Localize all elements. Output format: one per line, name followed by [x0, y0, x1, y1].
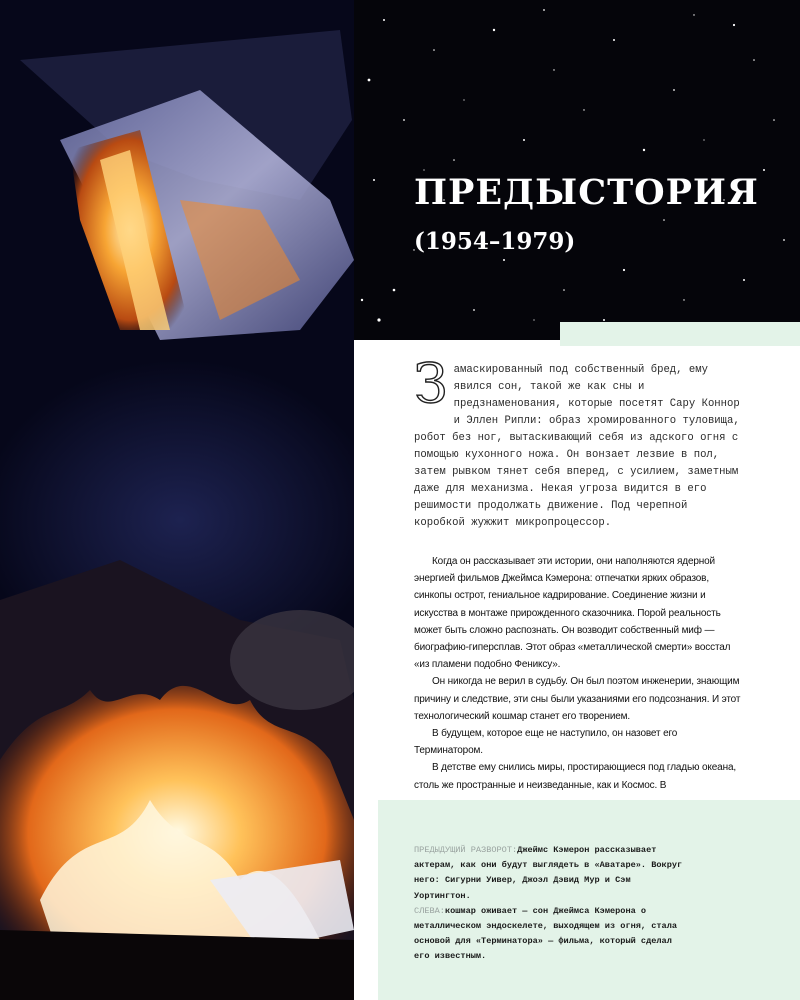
body-paragraph: Когда он рассказывает эти истории, они наполняются ядерной энергией фильмов Джеймса Кэмерона: отпечатки ярких образов, синкопы острот, гениальное кадрирование. Соединение жизни и искусства в монтаже прирожденного сказочника. Порой реальность может быть сложно распознать. Он возводит собственный миф — биографию-гиперсплав. Этот образ «металлической смерти» восстал «из пламени подобно Фениксу». [414, 556, 731, 671]
body-paragraph: В детстве ему снились миры, простирающиеся под гладью океана, столь же пространные и неизведанные, как и Космос. В [414, 762, 737, 791]
caption-text: Джеймс Кэмерон рассказывает актерам, как они будут выглядеть в «Аватаре». Вокруг него: Сигурни Уивер, Джоэл Дэвид Мур и Сэм Уортингтон. [414, 845, 683, 901]
mint-strip-top [560, 322, 800, 346]
caption-text: кошмар оживает — сон Джеймса Кэмерона о металлическом эндоскелете, выходящем из огня, стала основой для «Терминатора» — фильма, который сделал его известным. [414, 905, 678, 962]
caption-label: СЛЕВА: [414, 905, 445, 916]
caption-label: ПРЕДЫДУЩИЙ РАЗВОРОТ: [414, 845, 518, 855]
page-subtitle-years: (1954–1979) [414, 228, 576, 255]
caption-previous-spread [414, 843, 686, 904]
body-paragraph: Он никогда не верил в судьбу. Он был поэтом инженерии, знающим причину и следствие, эти сны были указаниями его подсознания. И этот технологический кошмар станет его творением. [414, 676, 741, 722]
photo-captions [414, 843, 686, 965]
body-text [414, 553, 744, 794]
page-title: ПРЕДЫСТОРИЯ [414, 172, 759, 213]
body-paragraph: В будущем, которое еще не наступило, он назовет его Терминатором. [414, 728, 678, 757]
lead-paragraph [414, 352, 744, 532]
lead-text: амаскированный под собственный бред, ему явился сон, такой же как сны и предзнаменования, которые посетят Сару Коннор и Эллен Рипли: образ хромированного туловища, робот без ног, вытаскивающий себя из адского огня с помощью кухонного ножа. Он вонзает лезвие в пол, затем рывком тянет себя вперед, с усилием, заметным даже для механизма. Некая угроза видится в его решимости продолжать движение. Под черепной коробкой жужжит микропроцессор. [414, 364, 740, 529]
fire-photo [0, 0, 354, 1000]
starfield-header [354, 0, 800, 340]
caption-left [414, 904, 686, 965]
drop-cap: З [414, 352, 448, 415]
